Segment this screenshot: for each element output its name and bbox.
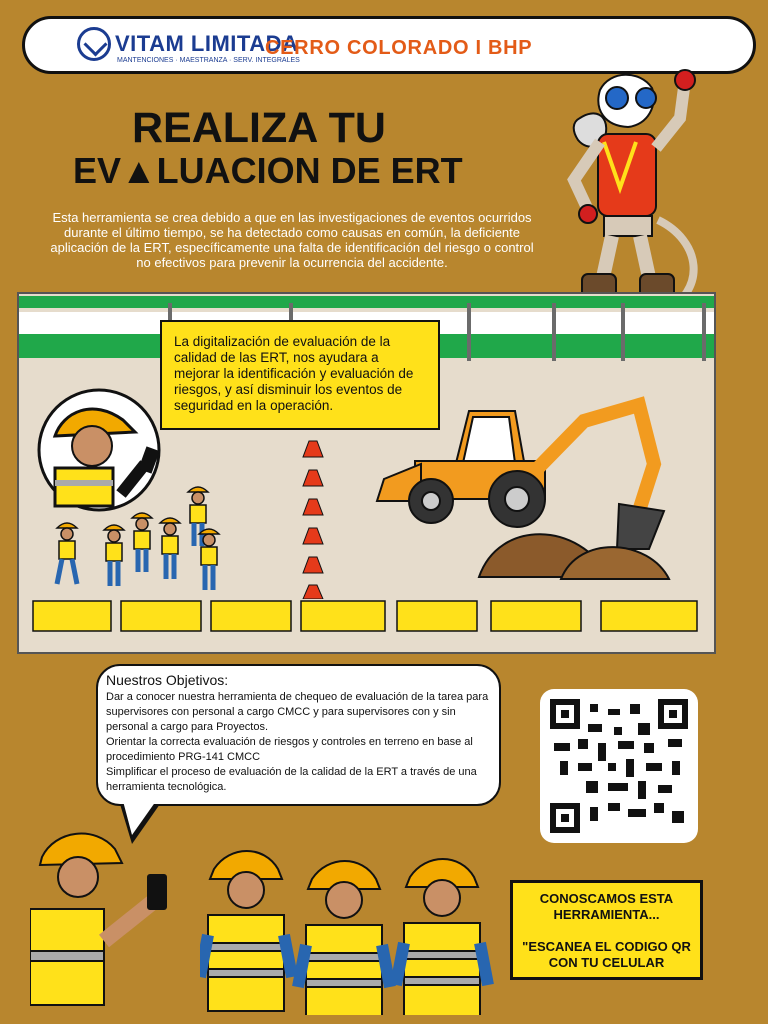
digitalization-info-box: La digitalización de evaluación de la calidad de las ERT, nos ayudara a mejorar la identificación y evaluación de riesgos, y así disminuir los eventos de seguridad en la operación. <box>160 320 440 430</box>
intro-paragraph: Esta herramienta se crea debido a que en las investigaciones de eventos ocurridos durante el último tiempo, se ha detectado como causas en común, la deficiente aplicación de la ERT, específicamente una falta de identificación del riesgo o control no efectivos para prevenir la ocurrencia del accidente. <box>50 210 534 270</box>
qr-code-icon <box>540 689 698 843</box>
scan-qr-callout <box>510 880 703 980</box>
mascot-illustration <box>540 60 720 330</box>
worker-group-illustration <box>47 476 237 591</box>
objectives-text: Dar a conocer nuestra herramienta de chequeo de evaluación de la tarea para supervisores con personal a cargo CMCC y para supervisores con y sin personal a cargo para Proyectos. Orientar la correcta evaluación de riesgos y controles en terreno en base al procedimiento PRG-141 CMCC Simplificar el proceso de evaluación de la calidad de la ERT a través de una herramienta tecnológica. <box>106 691 489 793</box>
page-title-line-1: REALIZA TU <box>132 104 386 152</box>
objectives-speech-bubble <box>96 664 501 806</box>
smartphone-icon <box>148 875 166 909</box>
site-label: CERRO COLORADO I BHP <box>265 37 533 59</box>
company-logo-name: VITAM LIMITADA <box>115 31 299 56</box>
cta-line-1: CONOSCAMOS ESTA HERRAMIENTA... <box>539 891 674 922</box>
cta-line-2: "ESCANEA EL CODIGO QR CON TU CELULAR <box>522 939 691 970</box>
yellow-barrier-row <box>31 597 706 637</box>
worker-holding-phone-illustration <box>30 825 180 1015</box>
objectives-title: Nuestros Objetivos: <box>106 672 229 688</box>
traffic-cone-icon <box>299 439 327 599</box>
logo-icon <box>77 27 111 61</box>
company-logo-subtitle: MANTENCIONES · MAESTRANZA · SERV. INTEGRALES <box>117 57 300 64</box>
page-title-line-2: EV▲LUACION DE ERT <box>73 150 463 191</box>
three-workers-illustration <box>200 845 500 1015</box>
